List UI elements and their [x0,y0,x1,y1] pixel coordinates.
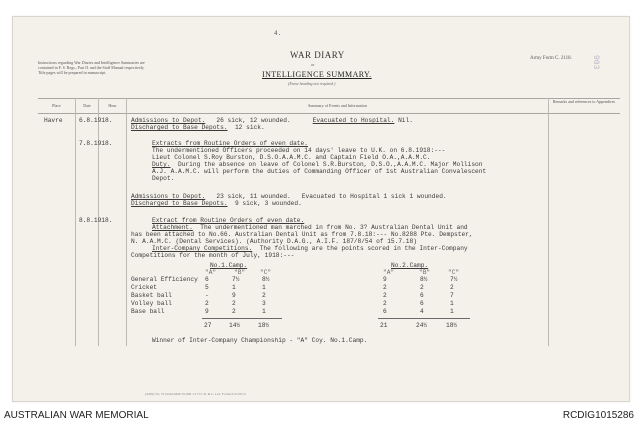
camp2-total-b: 24½ [416,322,428,329]
entry-line: A.J. A.A.M.C. will perform the duties of Commanding Officer of 1st Australian Convalescent [152,168,487,175]
duty-heading: Duty. [152,161,171,168]
page-number: 4. [274,30,282,37]
date-cell-2: 7.8.1918. [79,140,113,147]
entry-line [131,200,302,207]
camp1-score-c: 2 [262,292,266,299]
event-name: Base ball [131,308,165,315]
camp2-score-a: 6 [383,308,387,315]
col-divider-summary [548,98,549,346]
camp1-score-b: 1 [232,284,236,291]
instructions-note: Instructions regarding War Diaries and Intelligence Summaries are contained in F. S. Regs., Part II. and the Staff Manual respectively. Title pages will be prepared in manuscript. [38,60,145,75]
camp2-score-a: 2 [383,300,387,307]
evacuated-heading: Evacuated to Hospital. [312,117,395,124]
camp1-score-b: 2 [232,300,236,307]
col-header-date: Date [83,103,91,108]
camp2-score-c: 7½ [450,276,458,283]
entry-line [131,124,265,131]
camp2-score-c: 2 [450,284,454,291]
admissions-heading: Admissions to Depot. [131,117,206,124]
camp2-total-c: 18½ [446,322,458,329]
form-reference: Army Form C. 2118. [530,56,572,61]
camp1-score-c: 3 [262,300,266,307]
discharged-heading: Discharged to Base Depots. [131,200,228,207]
entry-line [131,193,447,200]
event-name: Volley ball [131,300,172,307]
archive-credit: AUSTRALIAN WAR MEMORIAL [4,410,149,421]
camp1-score-b: 2 [232,308,236,315]
camp2-score-b: 6 [420,300,424,307]
col-header-summary: Summary of Events and Information [308,103,367,108]
camp2-total-a: 21 [380,322,388,329]
col-divider-hour [126,98,127,346]
col-header-remarks: Remarks and references to Appendices [552,99,616,104]
camp1-total-a: 27 [204,322,212,329]
col-header-hour: Hour [108,103,117,108]
camp2-col-a: "A" [383,269,395,276]
entry-line: Lieut Colonel S.Roy Burston, D.S.O.A.A.M.C. and Captain Field O.A.,A.A.M.C. [152,154,431,161]
camp2-score-b: 8½ [420,276,428,283]
extracts-heading: Extracts from Routine Orders of even date. [152,140,308,147]
discharged-text: 12 sick. [227,124,265,131]
event-name: Basket ball [131,292,172,299]
competitions-text: The following are the points scored in the Inter-Company [252,245,468,252]
camp1-score-c: 8½ [262,276,270,283]
camp1-col-c: "C" [260,269,272,276]
col-divider-place [75,98,76,346]
camp1-score-c: 1 [262,308,266,315]
camp2-score-a: 9 [383,276,387,283]
admissions-text: 26 sick, 12 wounded. [205,117,291,124]
camp1-score-b: 7½ [232,276,240,283]
entry-line [152,245,468,252]
camp1-score-c: 1 [262,284,266,291]
col-header-place: Place [52,103,61,108]
camp2-score-b: 4 [420,308,424,315]
duty-text: During the absence on leave of Colonel S.R.Burston, D.S.O.,A.A.M.C. Major Mollison [170,161,483,168]
camp1-col-a: "A" [205,269,217,276]
camp2-score-c: 1 [450,300,454,307]
camp1-heading: No.1.Camp. [210,262,248,269]
event-name: Cricket [131,284,157,291]
entry-line [152,224,468,231]
camp1-total-rule [202,318,282,319]
entry-line: N. A.A.M.C. (Dental Services). (Authority D.A.G., A.I.F. 187/8/54 of 15.7.18) [131,238,417,245]
discharged-heading: Discharged to Base Depots. [131,124,228,131]
extract-heading: Extract from Routine Orders of even date. [152,217,305,224]
camp1-col-b: "B" [234,269,246,276]
camp2-col-b: "B" [419,269,431,276]
place-cell: Havre [44,117,63,124]
camp1-total-b: 14½ [229,322,241,329]
winner-line: Winner of Inter-Company Championship - "A" Coy. No.1.Camp. [152,337,368,344]
camp2-total-rule [378,318,470,319]
date-cell-3: 8.8.1918. [79,217,113,224]
entry-line [131,117,413,124]
admissions-heading: Admissions to Depot. [131,193,206,200]
attachment-text: The undermentioned man marched in from No. 3? Australian Dental Unit and [192,224,468,231]
admissions-text: 23 sick, 11 wounded. Evacuated to Hospital 1 sick 1 wounded. [205,193,447,200]
camp2-score-c: 7 [450,292,454,299]
erase-note: (Erase heading not required.) [288,81,336,86]
event-name: General Efficiency [131,276,198,283]
printer-imprint: (4439) Wt. W14422/M90 35,000 1/17 D. D. & L. Ltd. Forms/C2118/13. [145,392,247,396]
camp2-score-a: 2 [383,292,387,299]
camp2-score-b: 2 [420,284,424,291]
entry-line: The undermentioned Officers proceeded on 14 days' leave to U.K. on 6.8.1918:--- [152,147,446,154]
record-id: RCDIG1015286 [562,410,634,421]
title-or: or [311,62,315,67]
entry-line [152,161,482,168]
camp2-col-c: "C" [448,269,460,276]
camp1-score-a: 9 [205,308,209,315]
attachment-heading: Attachment. [152,224,193,231]
camp1-score-a: 5 [205,284,209,291]
camp2-score-b: 6 [420,292,424,299]
evacuated-text: Nil. [394,117,413,124]
archive-stamp: 903 [591,55,600,70]
page-subtitle: INTELLIGENCE SUMMARY. [262,70,372,79]
camp1-total-c: 18½ [258,322,270,329]
competitions-heading: Inter-Company Competitions. [152,245,253,252]
camp1-score-a: - [205,292,209,299]
entry-line: Competitions for the month of July, 1918:--- [131,252,295,259]
camp2-heading: No.2.Camp. [391,262,429,269]
camp1-score-a: 6 [205,276,209,283]
discharged-text: 9 sick, 3 wounded. [227,200,302,207]
camp1-score-b: 9 [232,292,236,299]
camp1-score-a: 2 [205,300,209,307]
date-cell-1: 6.8.1918. [79,117,113,124]
entry-line: Depot. [152,175,175,182]
entry-line: has been attached to No.66. Australian Dental Unit as from 7.8.18:--- No.8288 Pte. Dempster, [131,231,473,238]
page-title: WAR DIARY [290,50,345,60]
camp2-score-c: 1 [450,308,454,315]
camp2-score-a: 2 [383,284,387,291]
